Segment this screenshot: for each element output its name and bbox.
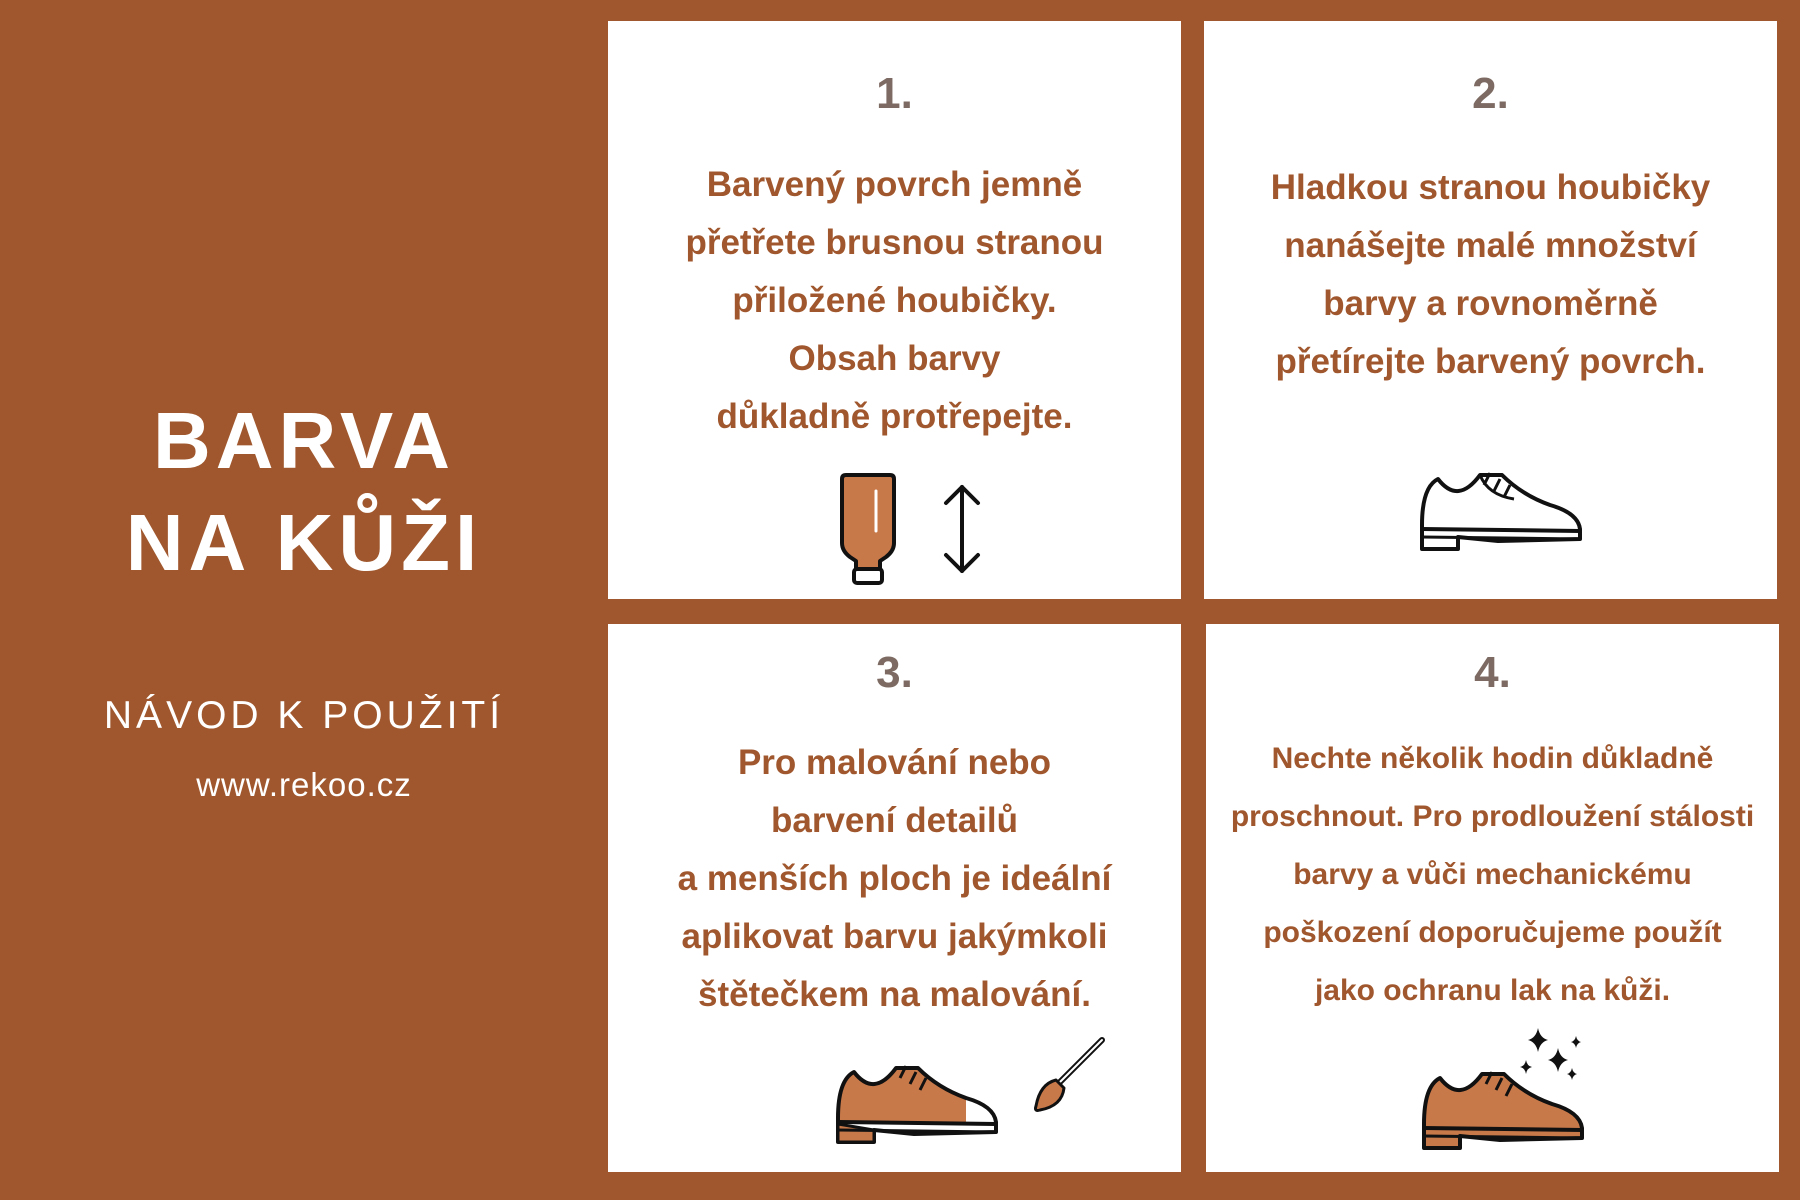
step-number: 1.	[876, 69, 913, 118]
step-text: Pro malování nebo barvení detailů a menších ploch je ideální aplikovat barvu jakýmkoli štětečkem na malování.	[677, 743, 1112, 1014]
step-card-4	[1206, 624, 1779, 1172]
step-card-1	[608, 21, 1181, 599]
sidebar-panel	[0, 0, 608, 1200]
bottle-icon	[838, 471, 898, 587]
website-link[interactable]: www.rekoo.cz	[196, 766, 412, 803]
title-line-2: NA KŮŽI	[125, 498, 483, 587]
step-number: 4.	[1474, 648, 1511, 697]
step-number: 3.	[876, 648, 913, 697]
step-card-2	[1204, 21, 1777, 599]
step-number: 2.	[1472, 69, 1509, 118]
shoe-outline-icon	[1418, 465, 1584, 557]
step-text: Hladkou stranou houbičky nanášejte malé množství barvy a rovnoměrně přetírejte barvený povrch.	[1270, 168, 1711, 381]
vertical-arrows-icon	[942, 483, 982, 575]
subtitle: NÁVOD K POUŽITÍ	[103, 694, 505, 737]
paintbrush-icon	[1026, 1034, 1110, 1118]
step-text: Nechte několik hodin důkladně proschnout. Pro prodloužení stálosti barvy a vůči mechanickému poškození doporučujeme použít jako ochranu lak na kůži.	[1230, 742, 1755, 1007]
shoe-partly-colored-icon	[834, 1058, 1000, 1150]
shoe-shine-icon	[1420, 1028, 1590, 1156]
page-title	[0, 390, 608, 594]
title-line-1: BARVA	[152, 396, 456, 485]
step-card-3	[608, 624, 1181, 1172]
step-text: Barvený povrch jemně přetřete brusnou stranou přiložené houbičky. Obsah barvy důkladně protřepejte.	[685, 165, 1104, 436]
